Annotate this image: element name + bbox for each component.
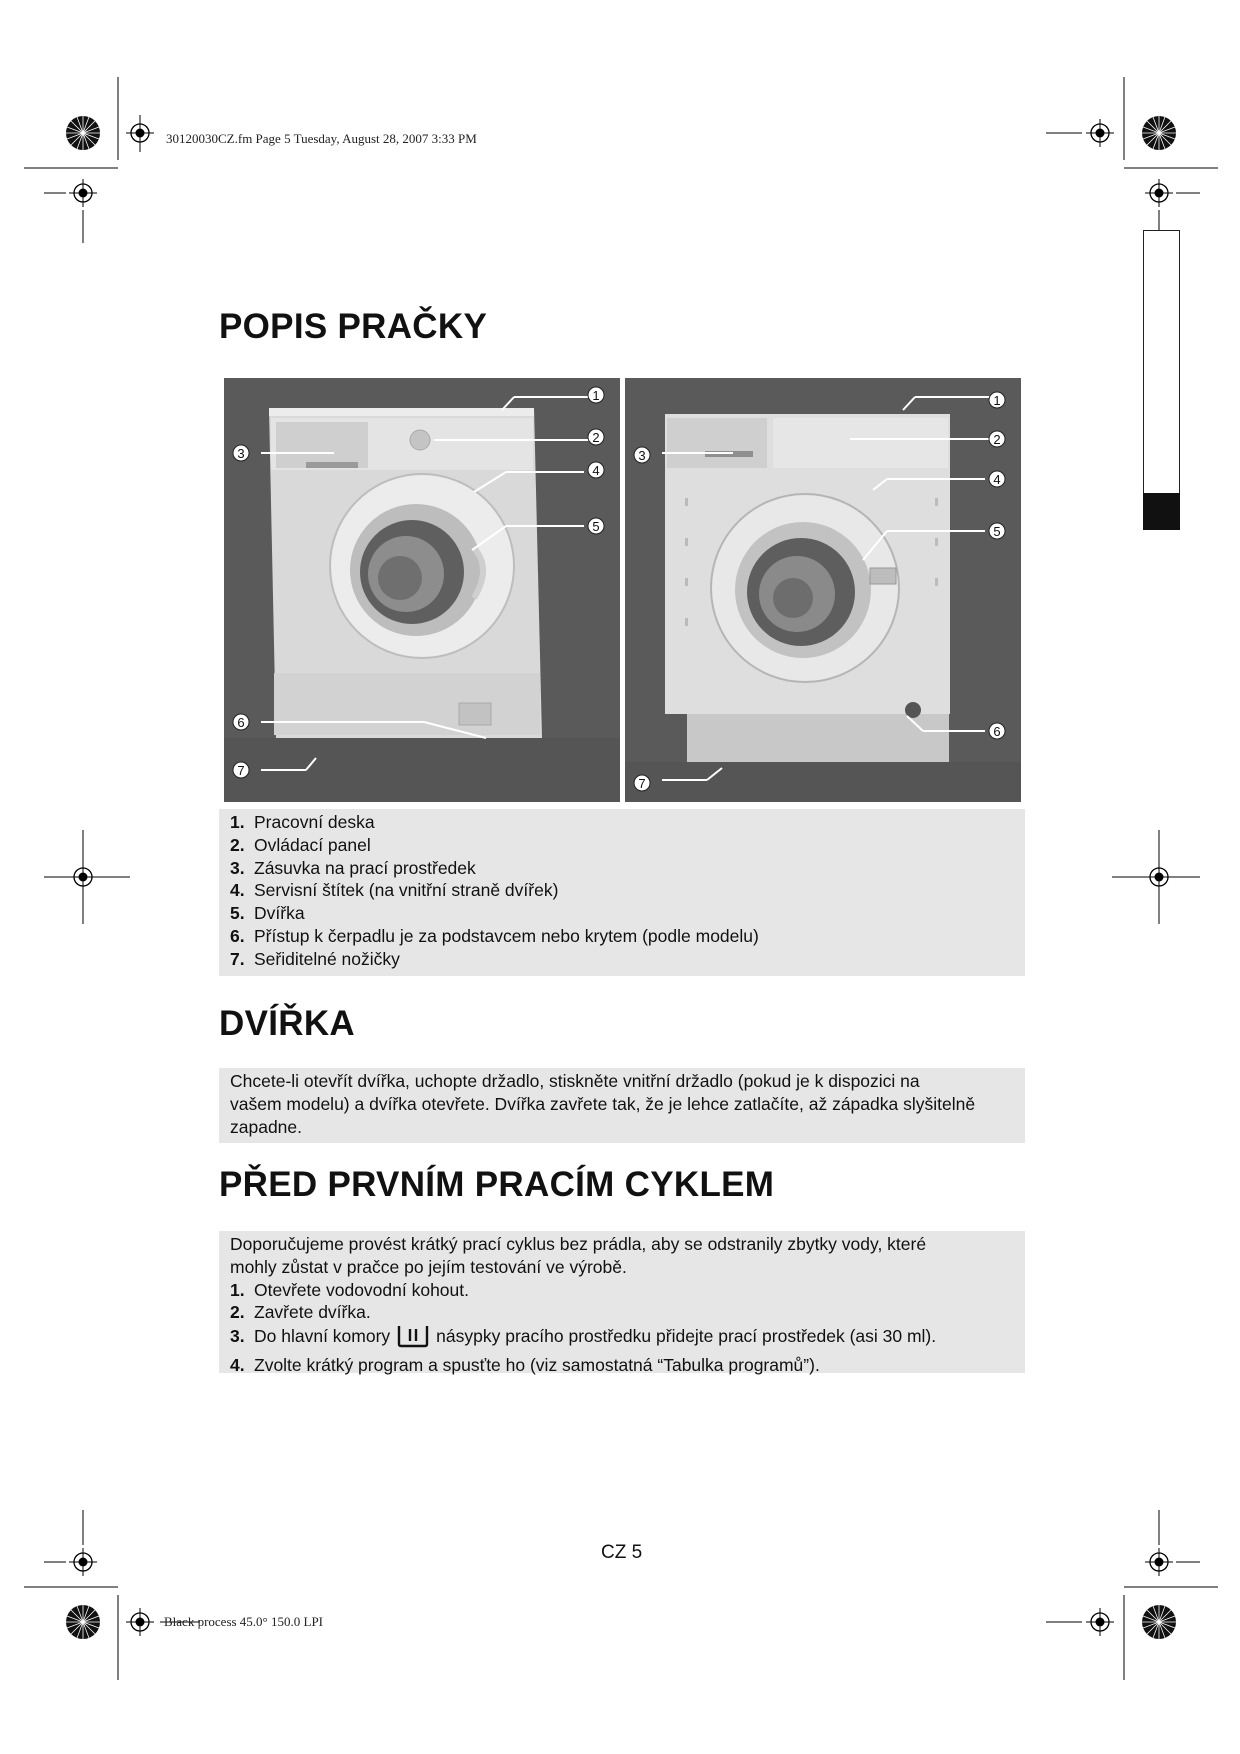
paragraph-line: mohly zůstat v pračce po jejím testování ve výrobě. (230, 1256, 627, 1277)
main-wash-compartment-icon (396, 1324, 430, 1354)
svg-text:4: 4 (592, 463, 600, 478)
list-item: 3. Zásuvka na prací prostředek (230, 857, 476, 878)
list-item: 2. Ovládací panel (230, 834, 371, 855)
callout-4 (989, 471, 1005, 487)
callout-6 (233, 714, 249, 730)
paragraph-line: Chcete-li otevřít dvířka, uchopte držadlo, stiskněte vnitřní držadlo (pokud je k dispozici na (230, 1071, 920, 1091)
list-item: 4. Zvolte krátký program a spusťte ho (viz samostatná “Tabulka programů”). (230, 1354, 820, 1375)
svg-text:2: 2 (993, 432, 1001, 447)
list-item: 6. Přístup k čerpadlu je za podstavcem nebo krytem (podle modelu) (230, 925, 759, 946)
svg-text:5: 5 (993, 524, 1001, 539)
svg-text:4: 4 (993, 472, 1001, 487)
callout-3 (634, 447, 650, 463)
list-item: 7. Seřiditelné nožičky (230, 948, 400, 969)
callout-7 (634, 775, 650, 791)
svg-text:1: 1 (592, 388, 600, 403)
callout-1 (989, 392, 1005, 408)
callout-5 (989, 523, 1005, 539)
svg-text:7: 7 (638, 776, 646, 791)
svg-text:3: 3 (237, 446, 245, 461)
svg-text:1: 1 (993, 393, 1001, 408)
svg-text:5: 5 (592, 519, 600, 534)
washer-photo-freestanding (224, 378, 620, 802)
svg-text:6: 6 (237, 715, 245, 730)
list-item: 2. Zavřete dvířka. (230, 1302, 371, 1323)
callout-5 (588, 518, 604, 534)
list-item: 3. Do hlavní komory násypky pracího prostředku přidejte prací prostředek (asi 30 ml). (230, 1324, 1025, 1354)
section-title-first-cycle: PŘED PRVNÍM PRACÍM CYKLEM (219, 1165, 775, 1204)
svg-text:2: 2 (592, 430, 600, 445)
callout-7 (233, 762, 249, 778)
paragraph-line: Doporučujeme provést krátký prací cyklus bez prádla, aby se odstranily zbytky vody, které (230, 1234, 927, 1254)
svg-text:3: 3 (638, 448, 646, 463)
callout-2 (989, 431, 1005, 447)
list-item: 4. Servisní štítek (na vnitřní straně dvířek) (230, 880, 559, 901)
page-number: CZ 5 (601, 1542, 643, 1563)
parts-list (219, 809, 1025, 976)
washer-photo-built-in (625, 378, 1021, 802)
file-info-header: 30120030CZ.fm Page 5 Tuesday, August 28, 2007 3:33 PM (166, 131, 477, 146)
first-cycle-instructions (219, 1231, 1025, 1373)
paragraph-line: vašem modelu) a dvířka otevřete. Dvířka zavřete tak, že je lehce zatlačíte, až západka slyšitelně (230, 1093, 976, 1114)
paragraph-line: zapadne. (230, 1116, 303, 1137)
callout-2 (588, 429, 604, 445)
list-item: 1. Pracovní deska (230, 812, 375, 832)
list-item: 1. Otevřete vodovodní kohout. (230, 1279, 469, 1300)
door-instructions (219, 1068, 1025, 1143)
callout-4 (588, 462, 604, 478)
page-tab-marker (1143, 493, 1180, 530)
callout-1 (588, 387, 604, 403)
callout-3 (233, 445, 249, 461)
section-title-description: POPIS PRAČKY (219, 307, 488, 346)
list-item: 5. Dvířka (230, 903, 305, 924)
section-title-door: DVÍŘKA (219, 1004, 355, 1043)
callout-6 (989, 723, 1005, 739)
svg-text:6: 6 (993, 724, 1001, 739)
page-tab-strip (1143, 230, 1180, 530)
print-process-footer: Black process 45.0° 150.0 LPI (164, 1614, 324, 1629)
svg-text:7: 7 (237, 763, 245, 778)
